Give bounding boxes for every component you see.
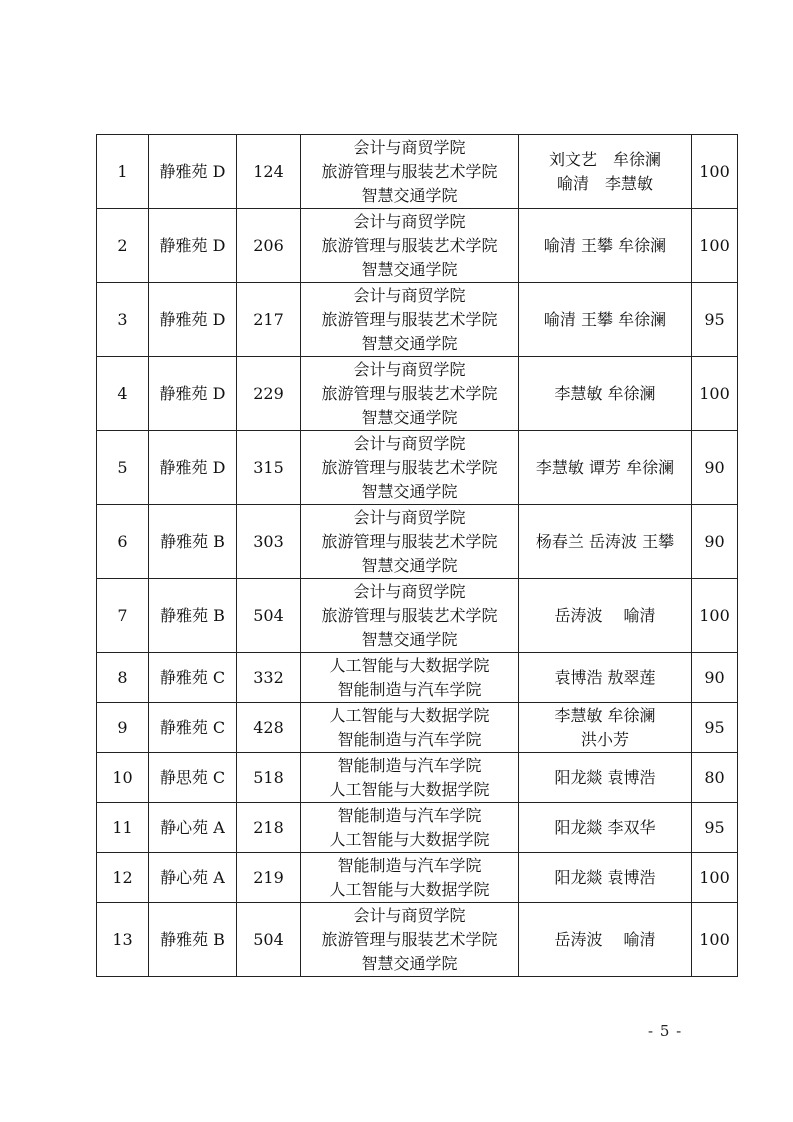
inspectors-cell	[519, 903, 692, 977]
inspectors-cell	[519, 135, 692, 209]
colleges-line: 旅游管理与服装艺术学院	[321, 235, 498, 255]
building-cell: 静雅苑 B	[149, 903, 237, 977]
score-cell: 95	[692, 283, 738, 357]
inspectors-line: 阳龙燚 袁博浩	[554, 767, 656, 787]
table-row	[97, 903, 738, 977]
inspectors-cell	[519, 209, 692, 283]
table-row	[97, 803, 738, 853]
colleges-line: 智能制造与汽车学院	[337, 729, 482, 749]
score-cell: 100	[692, 209, 738, 283]
colleges-line: 人工智能与大数据学院	[329, 655, 490, 675]
colleges-cell	[301, 853, 519, 903]
colleges-line: 会计与商贸学院	[353, 581, 466, 601]
room-cell: 217	[237, 283, 301, 357]
colleges-line: 人工智能与大数据学院	[329, 879, 490, 899]
table-row	[97, 753, 738, 803]
colleges-line: 旅游管理与服装艺术学院	[321, 457, 498, 477]
row-number-cell: 3	[97, 283, 149, 357]
inspectors-cell	[519, 283, 692, 357]
score-cell: 80	[692, 753, 738, 803]
colleges-cell	[301, 703, 519, 753]
colleges-line: 智能制造与汽车学院	[337, 755, 482, 775]
score-cell: 95	[692, 703, 738, 753]
row-number-cell: 8	[97, 653, 149, 703]
building-cell: 静雅苑 D	[149, 283, 237, 357]
colleges-cell	[301, 803, 519, 853]
inspectors-cell	[519, 803, 692, 853]
colleges-line: 人工智能与大数据学院	[329, 829, 490, 849]
inspection-table	[96, 134, 738, 977]
inspectors-line: 喻清 王攀 牟徐澜	[543, 235, 667, 255]
colleges-line: 旅游管理与服装艺术学院	[321, 383, 498, 403]
colleges-line: 人工智能与大数据学院	[329, 705, 490, 725]
row-number-cell: 4	[97, 357, 149, 431]
table-row	[97, 357, 738, 431]
colleges-line: 智能制造与汽车学院	[337, 855, 482, 875]
inspectors-line: 李慧敏 谭芳 牟徐澜	[535, 457, 675, 477]
colleges-line: 旅游管理与服装艺术学院	[321, 309, 498, 329]
colleges-line: 会计与商贸学院	[353, 285, 466, 305]
score-cell: 100	[692, 135, 738, 209]
building-cell: 静思苑 C	[149, 753, 237, 803]
colleges-line: 智慧交通学院	[361, 481, 458, 501]
score-cell: 90	[692, 653, 738, 703]
inspectors-line: 喻清 李慧敏	[556, 173, 653, 193]
room-cell: 315	[237, 431, 301, 505]
row-number-cell: 10	[97, 753, 149, 803]
inspectors-line: 李慧敏 牟徐澜	[554, 383, 656, 403]
inspectors-line: 刘文艺 牟徐澜	[548, 149, 661, 169]
inspectors-line: 喻清 王攀 牟徐澜	[543, 309, 667, 329]
building-cell: 静雅苑 D	[149, 135, 237, 209]
colleges-line: 旅游管理与服装艺术学院	[321, 161, 498, 181]
inspectors-cell	[519, 703, 692, 753]
inspectors-cell	[519, 505, 692, 579]
colleges-cell	[301, 283, 519, 357]
building-cell: 静心苑 A	[149, 853, 237, 903]
colleges-cell	[301, 653, 519, 703]
colleges-line: 会计与商贸学院	[353, 137, 466, 157]
score-cell: 90	[692, 431, 738, 505]
room-cell: 504	[237, 903, 301, 977]
colleges-cell	[301, 903, 519, 977]
colleges-line: 智慧交通学院	[361, 407, 458, 427]
inspectors-line: 杨春兰 岳涛波 王攀	[535, 531, 675, 551]
room-cell: 219	[237, 853, 301, 903]
inspectors-line: 岳涛波 喻清	[554, 605, 656, 625]
building-cell: 静心苑 A	[149, 803, 237, 853]
score-cell: 100	[692, 903, 738, 977]
building-cell: 静雅苑 B	[149, 579, 237, 653]
room-cell: 218	[237, 803, 301, 853]
table-row	[97, 653, 738, 703]
table-row	[97, 209, 738, 283]
colleges-line: 会计与商贸学院	[353, 905, 466, 925]
inspectors-line: 李慧敏 牟徐澜	[554, 705, 656, 725]
colleges-cell	[301, 209, 519, 283]
building-cell: 静雅苑 D	[149, 357, 237, 431]
room-cell: 303	[237, 505, 301, 579]
room-cell: 229	[237, 357, 301, 431]
row-number-cell: 6	[97, 505, 149, 579]
table-row	[97, 579, 738, 653]
row-number-cell: 13	[97, 903, 149, 977]
colleges-cell	[301, 135, 519, 209]
inspectors-cell	[519, 579, 692, 653]
inspectors-line: 岳涛波 喻清	[554, 929, 656, 949]
colleges-line: 会计与商贸学院	[353, 507, 466, 527]
colleges-line: 智慧交通学院	[361, 259, 458, 279]
room-cell: 518	[237, 753, 301, 803]
inspectors-line: 阳龙燚 袁博浩	[554, 867, 656, 887]
colleges-line: 会计与商贸学院	[353, 433, 466, 453]
room-cell: 332	[237, 653, 301, 703]
colleges-line: 智慧交通学院	[361, 185, 458, 205]
table-row	[97, 505, 738, 579]
row-number-cell: 5	[97, 431, 149, 505]
colleges-line: 智能制造与汽车学院	[337, 679, 482, 699]
score-cell: 90	[692, 505, 738, 579]
colleges-line: 旅游管理与服装艺术学院	[321, 929, 498, 949]
colleges-line: 智慧交通学院	[361, 629, 458, 649]
row-number-cell: 7	[97, 579, 149, 653]
row-number-cell: 2	[97, 209, 149, 283]
table-row	[97, 431, 738, 505]
colleges-line: 会计与商贸学院	[353, 359, 466, 379]
colleges-line: 智慧交通学院	[361, 555, 458, 575]
page-number: - 5 -	[648, 1022, 683, 1040]
score-cell: 100	[692, 357, 738, 431]
row-number-cell: 11	[97, 803, 149, 853]
table-row	[97, 853, 738, 903]
table-row	[97, 703, 738, 753]
building-cell: 静雅苑 C	[149, 653, 237, 703]
table-row	[97, 283, 738, 357]
inspectors-cell	[519, 357, 692, 431]
score-cell: 100	[692, 579, 738, 653]
colleges-line: 人工智能与大数据学院	[329, 779, 490, 799]
building-cell: 静雅苑 D	[149, 209, 237, 283]
colleges-line: 智能制造与汽车学院	[337, 805, 482, 825]
score-cell: 100	[692, 853, 738, 903]
colleges-line: 会计与商贸学院	[353, 211, 466, 231]
colleges-cell	[301, 357, 519, 431]
room-cell: 504	[237, 579, 301, 653]
colleges-line: 旅游管理与服装艺术学院	[321, 605, 498, 625]
row-number-cell: 12	[97, 853, 149, 903]
inspectors-cell	[519, 431, 692, 505]
row-number-cell: 9	[97, 703, 149, 753]
inspectors-line: 袁博浩 敖翠莲	[554, 667, 656, 687]
colleges-cell	[301, 753, 519, 803]
room-cell: 428	[237, 703, 301, 753]
colleges-line: 旅游管理与服装艺术学院	[321, 531, 498, 551]
inspectors-line: 阳龙燚 李双华	[554, 817, 656, 837]
colleges-line: 智慧交通学院	[361, 333, 458, 353]
colleges-cell	[301, 505, 519, 579]
inspectors-line: 洪小芳	[580, 729, 629, 749]
inspectors-cell	[519, 653, 692, 703]
row-number-cell: 1	[97, 135, 149, 209]
inspectors-cell	[519, 853, 692, 903]
building-cell: 静雅苑 D	[149, 431, 237, 505]
colleges-cell	[301, 579, 519, 653]
table-row	[97, 135, 738, 209]
table-body	[97, 135, 738, 977]
building-cell: 静雅苑 C	[149, 703, 237, 753]
score-cell: 95	[692, 803, 738, 853]
room-cell: 206	[237, 209, 301, 283]
inspectors-cell	[519, 753, 692, 803]
colleges-line: 智慧交通学院	[361, 953, 458, 973]
building-cell: 静雅苑 B	[149, 505, 237, 579]
colleges-cell	[301, 431, 519, 505]
room-cell: 124	[237, 135, 301, 209]
